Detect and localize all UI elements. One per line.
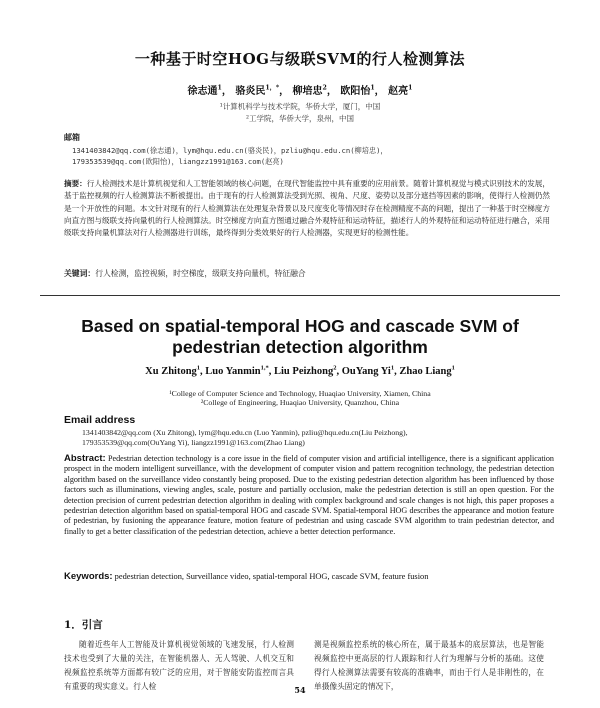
- cn-authors: 徐志通$^1$， 骆炎民$^{1,*}$， 柳培忠$^2$， 欧阳怡$^1$， 赵亮$^1$: [187, 84, 413, 97]
- section-divider: [40, 295, 560, 296]
- cn-author: 柳培忠: [292, 86, 323, 97]
- en-title: [0, 316, 600, 358]
- cn-affiliation-1: ¹计算机科学与技术学院，华侨大学，厦门，中国: [219, 102, 381, 111]
- cn-email-line: 179353539@qq.com(欧阳怡)，liangzz1991@163.com(赵亮): [72, 157, 284, 166]
- page-number: 54: [294, 685, 306, 695]
- cn-email-block: [72, 145, 388, 167]
- cn-keywords-text: 行人检测，监控视频，时空梯度，级联支持向量机，特征融合: [95, 269, 306, 278]
- cn-title: 一种基于时空HOG与级联SVM的行人检测算法: [134, 50, 466, 68]
- intro-heading: 1．引言: [64, 619, 103, 631]
- en-author: Xu Zhitong: [145, 366, 197, 377]
- en-author: Luo Yanmin: [205, 366, 261, 377]
- cn-author: 徐志通: [187, 86, 218, 97]
- cn-affiliation-2: ²工学院，华侨大学，泉州，中国: [245, 114, 354, 123]
- en-affiliation-2: ²College of Engineering, Huaqiao University, Quanzhou, China: [200, 398, 400, 407]
- en-keywords-label: Keywords:: [64, 571, 113, 582]
- cn-keywords-label: 关键词：: [64, 269, 96, 278]
- en-author-sup: 1,*: [260, 364, 269, 372]
- cn-author-sup: 1: [370, 84, 375, 92]
- en-email-heading: Email address: [64, 414, 136, 426]
- cn-author: 骆炎民: [235, 86, 266, 97]
- en-affiliation-1: ¹College of Computer Science and Technology, Huaqiao University, Xiamen, China: [169, 389, 431, 398]
- cn-author-sup: 1，*: [265, 84, 280, 92]
- cn-email-heading: 邮箱: [64, 132, 80, 142]
- cn-abstract-label: 摘要：: [64, 179, 87, 188]
- cn-keywords: [64, 268, 550, 279]
- cn-email-line: 1341403842@qq.com(徐志通)，lym@hqu.edu.cn(骆炎民)，pzliu@hqu.edu.cn(柳培忠)，: [72, 146, 388, 155]
- en-abstract-text: Pedestrian detection technology is a core issue in the field of computer vision and artificial intelligence, there is a significant application prospect in the modern intelligent surveillance, with the development of computer vision and pattern recognition technology, the pedestrian detection algorithm based on the surveillance video constantly being proposed. Due to the existing pedestrian detection algorithm has been influenced by those factors such as illuminations, viewing angles, scale, posture and partially occlusion, make the pedestrian detection is still an open question. For the detection precision of current pedestrian detection algorithm in dealing with complex background and scale changes is not high, this paper proposes a pedestrian detection algorithm based on spatial-temporal HOG and cascade SVM. Spatial-temporal HOG describes the appearance and motion feature of pedestrian, by fusioning the appearance feature, motion feature of pedestrian and using cascade SVM algorithm to train pedestrian detector, and finally to get a better classification of the pedestrian detection, achieve a better detection performance.: [64, 454, 554, 536]
- en-abstract-label: Abstract:: [64, 453, 106, 464]
- cn-author: 赵亮: [388, 86, 409, 97]
- cn-author-sup: 1: [408, 84, 413, 92]
- en-author: OuYang Yi: [341, 366, 391, 377]
- cn-author-sup: 2: [322, 84, 327, 92]
- en-keywords-text: pedestrian detection, Surveillance video, spatial-temporal HOG, cascade SVM, feature fusion: [114, 572, 429, 581]
- cn-abstract: [64, 178, 550, 239]
- en-title-line-2: pedestrian detection algorithm: [172, 337, 428, 357]
- en-authors: Xu Zhitong$^1$, Luo Yanmin$^{1,*}$, Liu Peizhong$^2$, OuYang Yi$^1$, Zhao Liang$^1$: [145, 364, 455, 377]
- en-title-line-1: Based on spatial-temporal HOG and cascade SVM of: [81, 316, 519, 336]
- intro-left-column: 随着近些年人工智能及计算机视觉领域的飞速发展，行人检测技术也受到了大量的关注，在智能机器人、无人驾驶、人机交互和视频监控系统等方面都有较广泛的应用，对于智能安防监控而言具有重要的现实意义。行人检: [64, 640, 294, 691]
- en-author: Zhao Liang: [399, 366, 452, 377]
- en-email-block: [82, 428, 408, 448]
- cn-author-sup: 1: [217, 84, 222, 92]
- cn-author: 欧阳怡: [340, 86, 371, 97]
- en-abstract: [64, 454, 554, 537]
- en-author-sup: 1: [451, 364, 455, 372]
- en-email-line: 179353539@qq.com(OuYang Yi), liangzz1991@163.com(Zhao Liang): [82, 438, 305, 447]
- en-author-sup: 2: [333, 364, 337, 372]
- en-author-sup: 1: [390, 364, 395, 372]
- cn-abstract-text: 行人检测技术是计算机视觉和人工智能领域的核心问题，在现代智能监控中具有重要的应用前景。随着计算机视觉与模式识别技术的发展，基于监控视频的行人检测算法不断被提出。由于现有的行人检测算法受到光照、视角、尺度、姿势以及部分遮挡等因素的影响，使得行人检测仍然是一个开放性的问题。本文针对现有的行人检测算法在处理复杂背景以及尺度变化等情况时存在检测精度不高的问题，提出了一种基于时空梯度方向直方图与级联支持向量机的行人检测算法。时空梯度方向直方图通过融合外观特征和运动特征，描述行人的外观特征和运动特征进行融合，采用级联支持向量机算法对行人检测器进行训练，最终得到分类效果好的行人检测器，实现更好的检测性能。: [64, 179, 550, 238]
- intro-right-column: 测是视频监控系统的核心所在，属于最基本的底层算法，也是智能视频监控中更高层的行人跟踪和行人行为理解与分析的基础。这使得行人检测算法需要有较高的准确率，而由于行人是非刚性的，在单摄像头固定的情况下，: [314, 640, 544, 691]
- en-keywords: [64, 571, 554, 582]
- en-author-sup: 1: [196, 364, 201, 372]
- en-author: Liu Peizhong: [274, 366, 334, 377]
- en-email-line: 1341403842@qq.com (Xu Zhitong), lym@hqu.edu.cn (Luo Yanmin), pzliu@hqu.edu.cn(Liu Peizhong),: [82, 428, 408, 437]
